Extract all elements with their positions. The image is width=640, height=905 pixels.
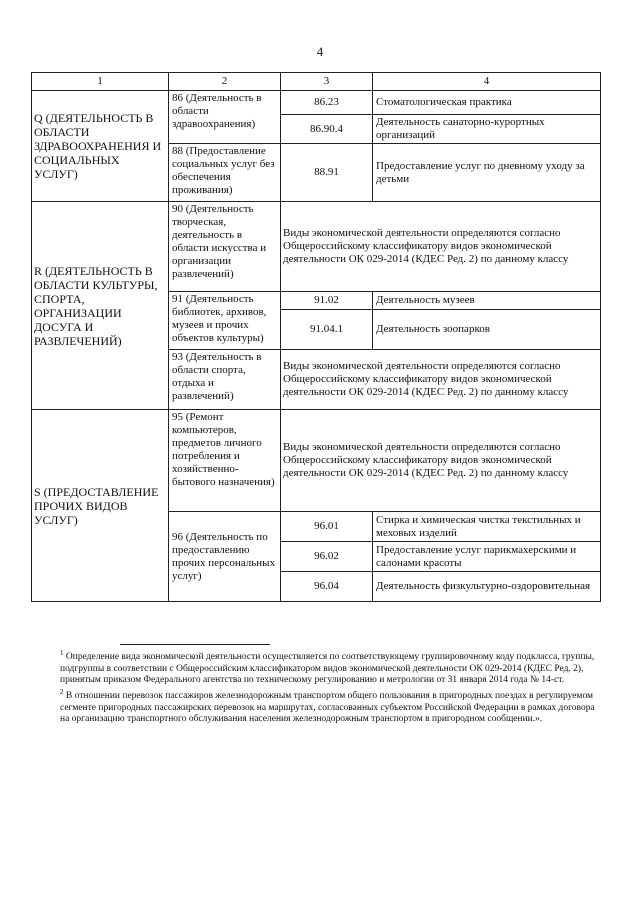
class-label: 93 (Деятельность в области спорта, отдыха и развлечений) <box>169 350 281 410</box>
footnote-separator <box>120 644 270 645</box>
class-label: 96 (Деятельность по предоставлению прочих персональных услуг) <box>169 512 281 602</box>
column-header: 3 <box>281 73 373 91</box>
header-row <box>32 73 601 91</box>
description-cell: Деятельность физкультурно-оздоровительная <box>373 572 601 602</box>
description-cell: Деятельность зоопарков <box>373 310 601 350</box>
column-header: 2 <box>169 73 281 91</box>
footnote <box>60 687 600 726</box>
class-label: 91 (Деятельность библиотек, архивов, музеев и прочих объектов культуры) <box>169 292 281 350</box>
column-header: 4 <box>373 73 601 91</box>
code-cell: 91.04.1 <box>281 310 373 350</box>
class-label: 95 (Ремонт компьютеров, предметов личного потребления и хозяйственно-бытового назначения) <box>169 410 281 512</box>
code-cell: 96.04 <box>281 572 373 602</box>
description-cell: Стирка и химическая чистка текстильных и меховых изделий <box>373 512 601 542</box>
section-title: Q (ДЕЯТЕЛЬНОСТЬ В ОБЛАСТИ ЗДРАВООХРАНЕНИЯ И СОЦИАЛЬНЫХ УСЛУГ) <box>32 91 169 202</box>
code-cell: 86.23 <box>281 91 373 115</box>
table-row <box>32 91 601 115</box>
section-title: R (ДЕЯТЕЛЬНОСТЬ В ОБЛАСТИ КУЛЬТУРЫ, СПОРТА, ОРГАНИЗАЦИИ ДОСУГА И РАЗВЛЕЧЕНИЙ) <box>32 202 169 410</box>
section-title: S (ПРЕДОСТАВЛЕНИЕ ПРОЧИХ ВИДОВ УСЛУГ) <box>32 410 169 602</box>
column-header: 1 <box>32 73 169 91</box>
description-cell: Деятельность санаторно-курортных организаций <box>373 115 601 144</box>
footnotes <box>60 648 600 726</box>
merged-description: Виды экономической деятельности определяются согласно Общероссийскому классификатору видов экономической деятельности ОК 029-2014 (КДЕС Ред. 2) по данному классу <box>281 350 601 410</box>
activity-table <box>31 72 601 602</box>
code-cell: 91.02 <box>281 292 373 310</box>
code-cell: 96.02 <box>281 542 373 572</box>
class-label: 88 (Предоставление социальных услуг без обеспечения проживания) <box>169 144 281 202</box>
code-cell: 86.90.4 <box>281 115 373 144</box>
footnote-mark: 1 <box>60 649 64 657</box>
description-cell: Деятельность музеев <box>373 292 601 310</box>
description-cell: Предоставление услуг по дневному уходу за детьми <box>373 144 601 202</box>
description-cell: Стоматологическая практика <box>373 91 601 115</box>
code-cell: 96.01 <box>281 512 373 542</box>
table-row <box>32 410 601 512</box>
merged-description: Виды экономической деятельности определяются согласно Общероссийскому классификатору видов экономической деятельности ОК 029-2014 (КДЕС Ред. 2) по данному классу <box>281 410 601 512</box>
class-label: 90 (Деятельность творческая, деятельность в области искусства и организации развлечений) <box>169 202 281 292</box>
footnote-text: В отношении перевозок пассажиров железнодорожным транспортом общего пользования в пригородных поездах в регулируемом сегменте пригородных пассажирских перевозок на маршрутах, согласованных субъектом Российской Федерации в рамках договора на организацию транспортного обслуживания населения железнодорожным транспортом в пригородном сообщении.». <box>60 691 595 725</box>
footnote-mark: 2 <box>60 687 64 696</box>
code-cell: 88.91 <box>281 144 373 202</box>
merged-description: Виды экономической деятельности определяются согласно Общероссийскому классификатору видов экономической деятельности ОК 029-2014 (КДЕС Ред. 2) по данному классу <box>281 202 601 292</box>
class-label: 86 (Деятельность в области здравоохранения) <box>169 91 281 144</box>
description-cell: Предоставление услуг парикмахерскими и салонами красоты <box>373 542 601 572</box>
page-number: 4 <box>316 44 324 59</box>
table-row <box>32 202 601 292</box>
footnote <box>60 648 600 687</box>
footnote-text: Определение вида экономической деятельности осуществляется по соответствующему группировочному коду подкласса, группы, подгруппы в соответствии с Общероссийским классификатором видов экономической деятельности ОК 029-2014 (КДЕС Ред. 2), принятым приказом Федерального агентства по техническому регулированию и метрологии от 31 января 2014 года № 14-ст. <box>60 652 595 686</box>
